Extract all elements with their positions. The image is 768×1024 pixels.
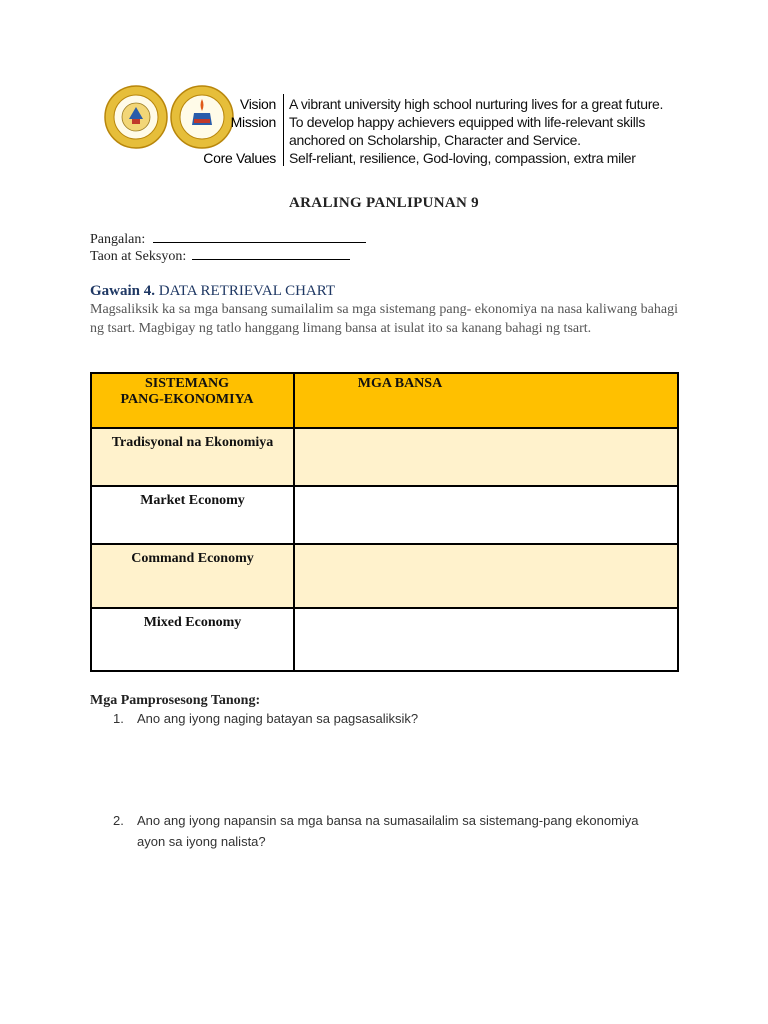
name-label: Pangalan: — [90, 232, 146, 247]
countries-cell-command[interactable] — [294, 544, 678, 608]
section-field[interactable] — [90, 249, 350, 265]
university-seal-logo — [104, 85, 168, 149]
table-row — [91, 428, 678, 486]
row-label-traditional: Tradisyonal na Ekonomiya — [91, 428, 294, 486]
countries-cell-market[interactable] — [294, 486, 678, 544]
activity-number: Gawain 4. — [90, 283, 156, 299]
header-countries — [294, 373, 678, 428]
header-countries-label: MGA BANSA — [357, 376, 443, 391]
section-blank-line[interactable] — [192, 259, 350, 260]
mission-label: Mission — [230, 114, 276, 130]
activity-instructions: Magsaliksik ka sa mga bansang sumailalim sa mga sistemang pang- ekonomiya na nasa kaliwang bahagi ng tsart. Magbigay ng tatlo hanggang limang bansa at isulat ito sa kanang bahagi ng tsart. — [90, 302, 678, 336]
table-row — [91, 486, 678, 544]
table-row — [91, 544, 678, 608]
core-values-label: Core Values — [203, 150, 276, 166]
activity-title — [90, 283, 335, 300]
row-label-command: Command Economy — [91, 544, 294, 608]
vision-text: A vibrant university high school nurturing lives for a great future. — [289, 96, 664, 112]
mission-text-line2: anchored on Scholarship, Character and Service. — [289, 132, 581, 148]
questions-heading: Mga Pamprosesong Tanong: — [90, 693, 261, 708]
name-field[interactable] — [90, 232, 366, 248]
countries-cell-mixed[interactable] — [294, 608, 678, 671]
question-2-text-line2: ayon sa iyong nalista? — [137, 834, 266, 849]
mission-text-line1: To develop happy achievers equipped with life-relevant skills — [289, 114, 646, 130]
name-blank-line[interactable] — [153, 242, 366, 243]
core-values-text: Self-reliant, resilience, God-loving, compassion, extra miler — [289, 150, 636, 166]
row-label-market: Market Economy — [91, 486, 294, 544]
vision-label: Vision — [239, 96, 276, 112]
activity-name: DATA RETRIEVAL CHART — [158, 283, 336, 299]
data-retrieval-chart — [90, 372, 679, 672]
question-1-text: Ano ang iyong naging batayan sa pagsasaliksik? — [137, 711, 419, 726]
header-divider — [283, 94, 284, 166]
question-2-number: 2. — [113, 813, 124, 828]
row-label-mixed: Mixed Economy — [91, 608, 294, 671]
header-economic-system-line2: PANG-EKONOMIYA — [120, 392, 254, 407]
question-2-text-line1: Ano ang iyong napansin sa mga bansa na sumasailalim sa sistemang-pang ekonomiya — [137, 813, 639, 828]
section-label: Taon at Seksyon: — [90, 249, 187, 264]
countries-cell-traditional[interactable] — [294, 428, 678, 486]
question-1-number: 1. — [113, 711, 124, 726]
header-economic-system — [91, 373, 294, 428]
page-title: ARALING PANLIPUNAN 9 — [289, 195, 479, 211]
table-row — [91, 608, 678, 671]
header-economic-system-line1: SISTEMANG — [144, 376, 230, 391]
